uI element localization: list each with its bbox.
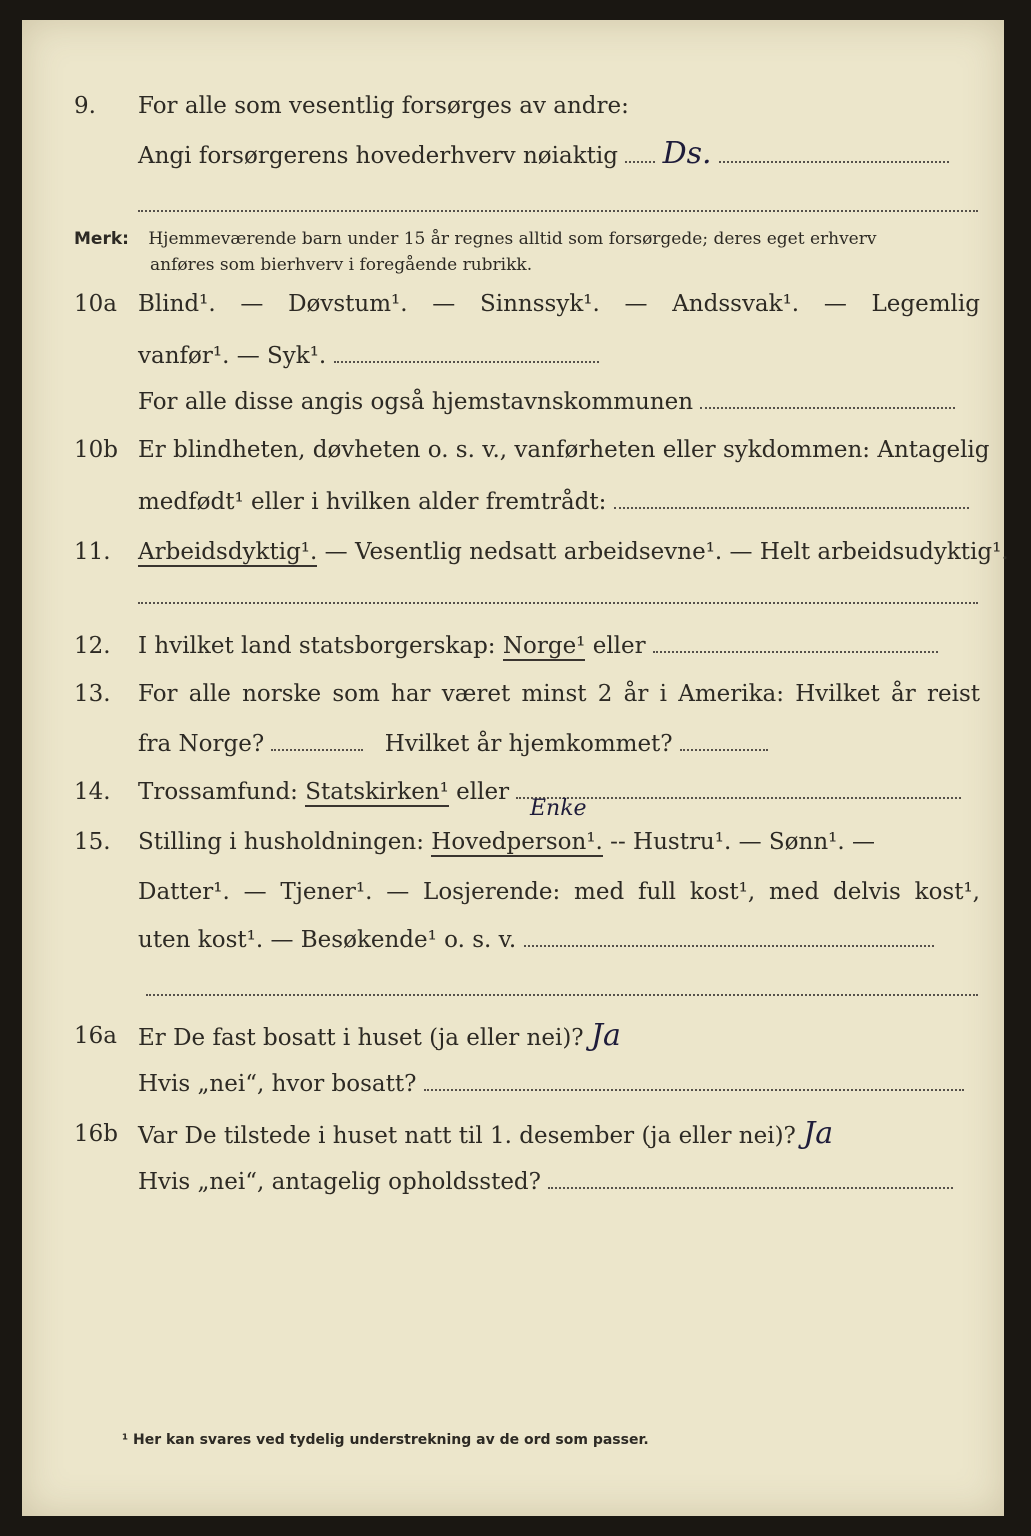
q16b-line2: Hvis „nei“, antagelig opholdssted? [138,1169,541,1195]
merk-line2: anføres som bierhverv i foregående rubrikk. [150,255,533,275]
q10a-row-1 [22,284,1004,324]
q16a-number: 16a [74,1023,117,1049]
q12-number: 12. [74,633,111,659]
q11-blank-line [138,602,978,604]
q14-option-statskirken: Statskirken¹ [305,779,449,805]
q14-eller: eller [448,779,510,805]
q15-question: Stilling i husholdningen: [138,829,432,855]
q10b-line1: Er blindheten, døvheten o. s. v., vanførheten eller sykdommen: Antagelig [138,437,990,463]
q15-blank-line [146,994,978,996]
q15-row-2 [22,872,1004,912]
q16b-number: 16b [74,1121,118,1147]
q16a-question: Er De fast bosatt i huset (ja eller nei)? [138,1025,584,1051]
merk-line1: Hjemmeværende barn under 15 år regnes alltid som forsørgede; deres eget erhverv [148,229,877,249]
q12-eller: eller [585,633,646,659]
q12-question: I hvilket land statsborgerskap: [138,633,503,659]
census-form-page [22,20,1009,1516]
q14-row [22,772,1004,812]
q13-hjemkommet: Hvilket år hjemkommet? [384,731,673,757]
q16a-line2: Hvis „nei“, hvor bosatt? [138,1071,417,1097]
q16a-answer: Ja [590,1018,621,1053]
q16b-row-1 [22,1114,1004,1154]
q11-option-arbeidsdyktig: Arbeidsdyktig¹. [138,539,318,565]
q15-row-1 [22,822,1004,862]
q13-row-1 [22,674,1004,714]
footnote: ¹ Her kan svares ved tydelig understrekning av de ord som passer. [122,1432,649,1448]
q15-row-3 [22,920,1004,960]
q16a-row-2 [22,1064,1004,1104]
q10a-line2: vanfør¹. — Syk¹. [138,343,327,369]
q13-reist: fra Norge? [138,731,265,757]
q16a-row-1 [22,1016,1004,1056]
merk-note [74,226,876,278]
q9-row-1 [22,86,1004,126]
q11-row [22,532,1009,572]
q10a-row-3 [22,382,1004,422]
q13-line1: For alle norske som har været minst 2 år i Amerika: Hvilket år reist [138,681,980,707]
q15-line2: Datter¹. — Tjener¹. — Losjerende: med full kost¹, med delvis kost¹, [138,879,980,905]
q9-number: 9. [74,93,96,119]
q12-option-norge: Norge¹ [502,633,586,659]
q11-number: 11. [74,539,111,565]
q14-number: 14. [74,779,111,805]
q9-blank-line [138,210,978,212]
q9-question-line2: Angi forsørgerens hovederhverv nøiaktig [138,143,618,169]
q10a-line3: For alle disse angis også hjemstavnskommunen [138,389,694,415]
q15-annotation: Enke [530,796,587,821]
q9-answer: Ds. [662,136,712,171]
q10a-number: 10a [74,291,117,317]
q10b-line2: medfødt¹ eller i hvilken alder fremtrådt: [138,489,607,515]
q10a-line1: Blind¹. — Døvstum¹. — Sinnssyk¹. — Andssvak¹. — Legemlig [138,291,980,317]
q10b-row-2 [22,482,1004,522]
q13-row-2 [22,724,1004,764]
q12-row [22,626,1004,666]
q16b-row-2 [22,1162,1004,1202]
q9-question: For alle som vesentlig forsørges av andre: [138,93,629,119]
q15-other-options: -- Hustru¹. — Sønn¹. — [602,829,875,855]
q10a-row-2 [22,336,1004,376]
q10b-row-1 [22,430,1004,470]
q16b-question: Var De tilstede i huset natt til 1. desember (ja eller nei)? [138,1123,796,1149]
q9-row-2 [22,134,1004,174]
q11-other-options: — Vesentlig nedsatt arbeidsevne¹. — Helt arbeidsudyktig¹. [317,539,1009,565]
q15-line3: uten kost¹. — Besøkende¹ o. s. v. [138,927,517,953]
q15-number: 15. [74,829,111,855]
q15-option-hovedperson: Hovedperson¹. [431,829,603,855]
q13-number: 13. [74,681,111,707]
q16b-answer: Ja [803,1116,834,1151]
q10b-number: 10b [74,437,118,463]
q14-question: Trossamfund: [138,779,306,805]
merk-label: Merk: [74,229,129,249]
